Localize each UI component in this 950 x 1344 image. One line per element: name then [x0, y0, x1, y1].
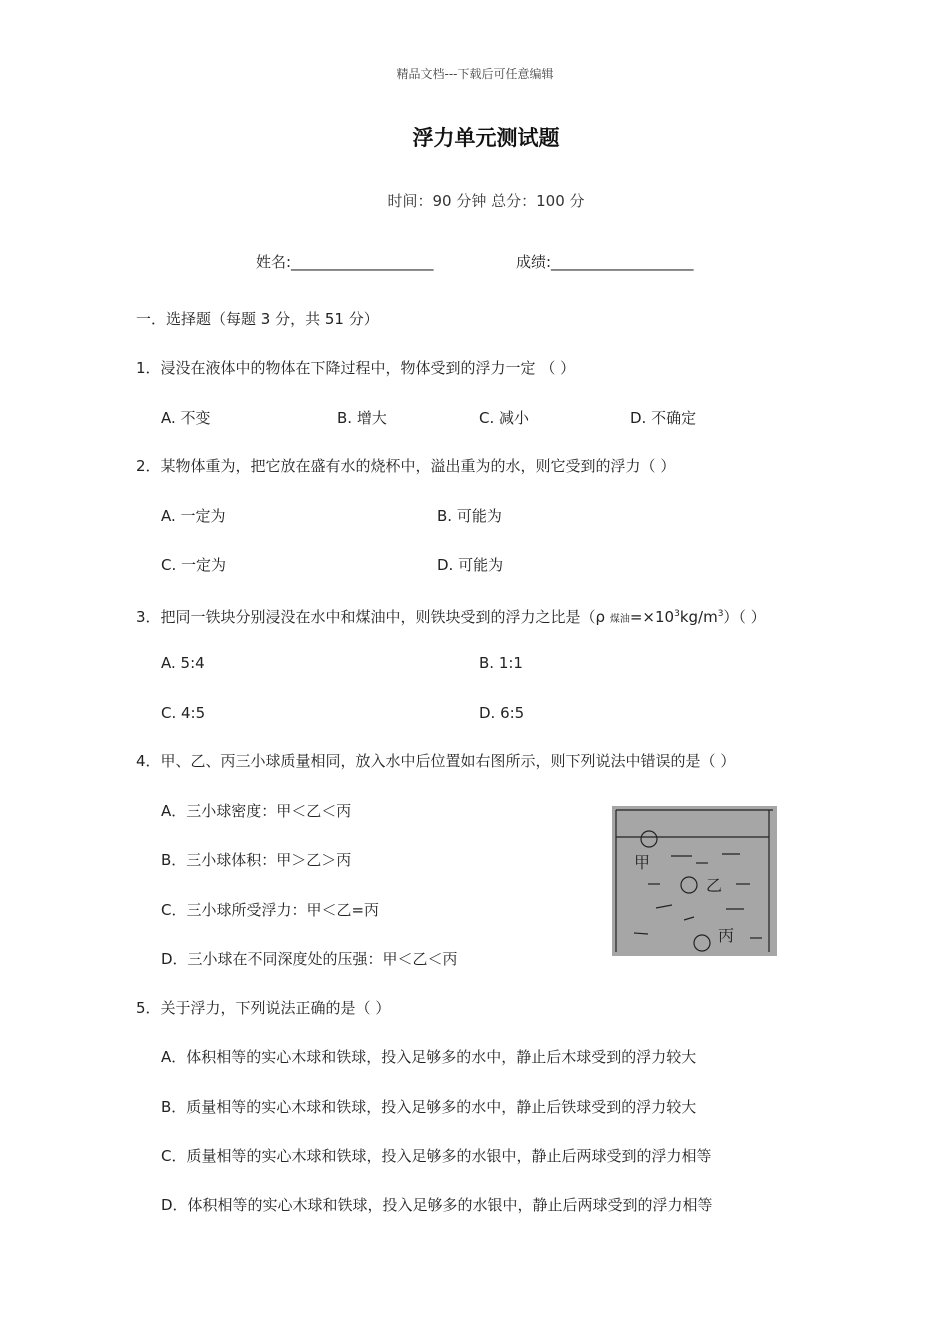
- question-5-stem: 5．关于浮力，下列说法正确的是（ ）: [136, 999, 391, 1017]
- ball-yi: [681, 877, 697, 893]
- ball-bing: [694, 935, 710, 951]
- question-5-option-b: B．质量相等的实心木球和铁球，投入足够多的水中，静止后铁球受到的浮力较大: [161, 1098, 697, 1116]
- label-jia: 甲: [634, 853, 651, 872]
- exam-info: 时间：90 分钟 总分：100 分: [387, 192, 585, 210]
- question-3-option-a: A. 5:4: [161, 654, 205, 672]
- question-3-option-d: D. 6:5: [479, 704, 525, 722]
- question-3-stem: 3．把同一铁块分别浸没在水中和煤油中，则铁块受到的浮力之比是（ρ 煤油$=\times 10^3kg/m^3$）（ ）: [136, 608, 766, 626]
- question-4-option-d: D．三小球在不同深度处的压强：甲＜乙＜丙: [161, 950, 458, 968]
- question-2-stem: 2．某物体重为，把它放在盛有水的烧杯中，溢出重为的水，则它受到的浮力（ ）: [136, 457, 676, 475]
- question-2-option-b: B. 可能为: [437, 507, 502, 525]
- page-header: 精品文档---下载后可任意编辑: [396, 67, 554, 81]
- page-title: 浮力单元测试题: [412, 126, 560, 150]
- question-1-option-d: D. 不确定: [630, 409, 697, 427]
- ball-jia: [641, 831, 657, 847]
- question-4-option-b: B．三小球体积：甲＞乙＞丙: [161, 851, 352, 869]
- question-2-option-d: D. 可能为: [437, 556, 504, 574]
- name-field: 姓名:___________________: [256, 253, 434, 271]
- question-1-option-c: C. 减小: [479, 409, 530, 427]
- question-1-option-b: B. 增大: [337, 409, 387, 427]
- balls-in-water-figure: [612, 806, 777, 956]
- question-4-option-c: C．三小球所受浮力：甲＜乙=丙: [161, 901, 380, 919]
- label-yi: 乙: [706, 876, 723, 895]
- label-bing: 丙: [718, 926, 735, 945]
- question-4-stem: 4．甲、乙、丙三小球质量相同，放入水中后位置如右图所示，则下列说法中错误的是（ ）: [136, 752, 736, 770]
- question-5-option-c: C．质量相等的实心木球和铁球，投入足够多的水银中，静止后两球受到的浮力相等: [161, 1147, 712, 1165]
- question-3-option-b: B. 1:1: [479, 654, 523, 672]
- question-5-option-d: D．体积相等的实心木球和铁球，投入足够多的水银中，静止后两球受到的浮力相等: [161, 1196, 713, 1214]
- question-2-option-a: A. 一定为: [161, 507, 226, 525]
- question-1-stem: 1．浸没在液体中的物体在下降过程中，物体受到的浮力一定 （ ）: [136, 359, 576, 377]
- question-3-option-c: C. 4:5: [161, 704, 206, 722]
- question-2-option-c: C. 一定为: [161, 556, 227, 574]
- question-4-option-a: A．三小球密度：甲＜乙＜丙: [161, 802, 352, 820]
- question-1-option-a: A. 不变: [161, 409, 211, 427]
- score-field: 成绩:___________________: [516, 253, 694, 271]
- question-5-option-a: A．体积相等的实心木球和铁球，投入足够多的水中，静止后木球受到的浮力较大: [161, 1048, 697, 1066]
- section-title: 一．选择题（每题 3 分，共 51 分）: [136, 310, 379, 328]
